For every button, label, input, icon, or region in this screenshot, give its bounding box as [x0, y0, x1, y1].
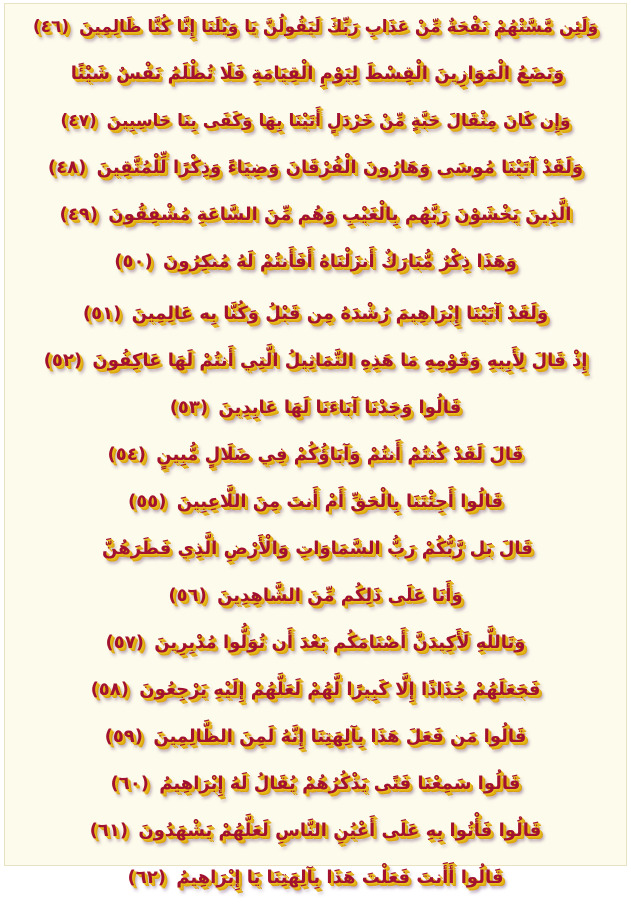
verse-number: (٦١)	[89, 820, 129, 841]
verse-line	[5, 438, 626, 485]
verse-text: قَالُوا فَأْتُوا بِهِ عَلَى أَعْيُنِ النَّاسِ لَعَلَّهُمْ يَشْهَدُونَ	[138, 820, 542, 841]
verse-text: الَّذِينَ يَخْشَوْنَ رَبَّهُم بِالْغَيْبِ وَهُم مِّنَ السَّاعَةِ مُشْفِقُونَ	[108, 204, 572, 225]
verse-number: (٥٩)	[104, 726, 144, 747]
verse-text: فَجَعَلَهُمْ جُذَاذًا إِلَّا كَبِيرًا لَّهُمْ لَعَلَّهُمْ إِلَيْهِ يَرْجِعُونَ	[139, 679, 541, 700]
verse-text: قَالُوا أَأَنتَ فَعَلْتَ هَذَا بِآلِهَتِنَا يَا إِبْرَاهِيمُ	[176, 867, 504, 888]
verse-line	[5, 720, 626, 767]
verse-text: وَلَقَدْ آتَيْنَا إِبْرَاهِيمَ رُشْدَهُ مِن قَبْلُ وَكُنَّا بِه عَالِمِينَ	[131, 303, 549, 324]
verse-line	[5, 391, 626, 438]
verse-text: قَالُوا سَمِعْنَا فَتًى يَذْكُرُهُمْ يُقَالُ لَهُ إِبْرَاهِيمُ	[159, 773, 521, 794]
verse-line	[5, 104, 626, 151]
verse-line	[5, 344, 626, 391]
verse-number: (٦٠)	[110, 773, 149, 794]
verse-line	[5, 767, 626, 814]
verse-line	[5, 861, 626, 908]
verse-text: قَالُوا وَجَدْنَا آبَاءَنَا لَهَا عَابِدِينَ	[218, 397, 462, 418]
verse-number: (٥٢)	[43, 350, 83, 371]
verse-text: وَنَضَعُ الْمَوَازِينَ الْقِسْطَ لِيَوْمِ الْقِيَامَةِ فَلَا تُظْلَمُ نَفْسٌ شَيْئًا	[70, 63, 565, 84]
verse-number: (٥٦)	[168, 585, 207, 606]
verse-number: (٥٧)	[105, 632, 144, 653]
verse-line	[5, 57, 626, 104]
verse-text: وَأَنَا عَلَى ذَلِكُم مِّنَ الشَّاهِدِينَ	[217, 585, 463, 606]
verse-text: وَتَاللَّهِ لَأَكِيدَنَّ أَصْنَامَكُم بَعْدَ أَن تُوَلُّوا مُدْبِرِينَ	[154, 632, 526, 653]
verse-text: إِذْ قَالَ لِأَبِيهِ وَقَوْمِهِ مَا هَذِهِ التَّمَاثِيلُ الَّتِي أَنتُمْ لَهَا عَاكِفُونَ	[92, 350, 588, 371]
verse-line	[5, 198, 626, 245]
verse-line	[5, 814, 626, 861]
verse-line	[5, 532, 626, 579]
verse-list	[5, 10, 626, 908]
verse-text: قَالُوا أَجِئْتَنَا بِالْحَقِّ أَمْ أَنتَ مِنَ اللَّاعِبِينَ	[176, 491, 503, 512]
verse-number: (٤٩)	[59, 204, 98, 225]
page	[4, 3, 627, 888]
verse-number: (٥١)	[82, 303, 122, 324]
verse-number: (٥٤)	[107, 444, 146, 465]
verse-number: (٤٦)	[32, 17, 70, 37]
verse-line	[5, 579, 626, 626]
verse-text: وَإِن كَانَ مِثْقَالَ حَبَّةٍ مِّنْ خَرْدَلٍ أَتَيْنَا بِهَا وَكَفَى بِنَا حَاسِبِينَ	[106, 111, 571, 131]
verse-text: وَلَقَدْ آتَيْنَا مُوسَى وَهَارُونَ الْفُرْقَانَ وَضِيَاءً وَذِكْرًا لِّلْمُتَّقِينَ	[96, 157, 584, 178]
verse-text: قَالَ لَقَدْ كُنتُمْ أَنتُمْ وَآبَاؤُكُمْ فِي ضَلَالٍ مُّبِينٍ	[156, 444, 524, 465]
verse-number: (٤٧)	[60, 111, 97, 131]
verse-line	[5, 10, 626, 57]
verse-text: قَالُوا مَن فَعَلَ هَذَا بِآلِهَتِنَا إِنَّهُ لَمِنَ الظَّالِمِينَ	[153, 726, 527, 747]
verse-number: (٤٨)	[47, 157, 87, 178]
verse-text: وَلَئِن مَّسَّتْهُمْ نَفْحَةٌ مِّنْ عَذَابِ رَبِّكَ لَيَقُولُنَّ يَا وَيْلَنَا إِنَّا كُنَّا ظَالِمِينَ	[79, 17, 599, 37]
verse-number: (٥٨)	[90, 679, 130, 700]
verse-line	[5, 485, 626, 532]
verse-text: وَهَذَا ذِكْرٌ مُّبَارَكٌ أَنزَلْنَاهُ أَفَأَنتُمْ لَهُ مُنكِرُونَ	[162, 251, 517, 272]
verse-line	[5, 626, 626, 673]
verse-line	[5, 297, 626, 344]
verse-number: (٥٣)	[169, 397, 209, 418]
verse-line	[5, 245, 626, 297]
verse-line	[5, 673, 626, 720]
verse-number: (٦٢)	[127, 867, 166, 888]
verse-text: قَالَ بَل رَّبُّكُمْ رَبُّ السَّمَاوَاتِ وَالْأَرْضِ الَّذِي فَطَرَهُنَّ	[102, 538, 533, 559]
verse-line	[5, 151, 626, 198]
verse-number: (٥٥)	[128, 491, 167, 512]
verse-number: (٥٠)	[114, 251, 153, 272]
